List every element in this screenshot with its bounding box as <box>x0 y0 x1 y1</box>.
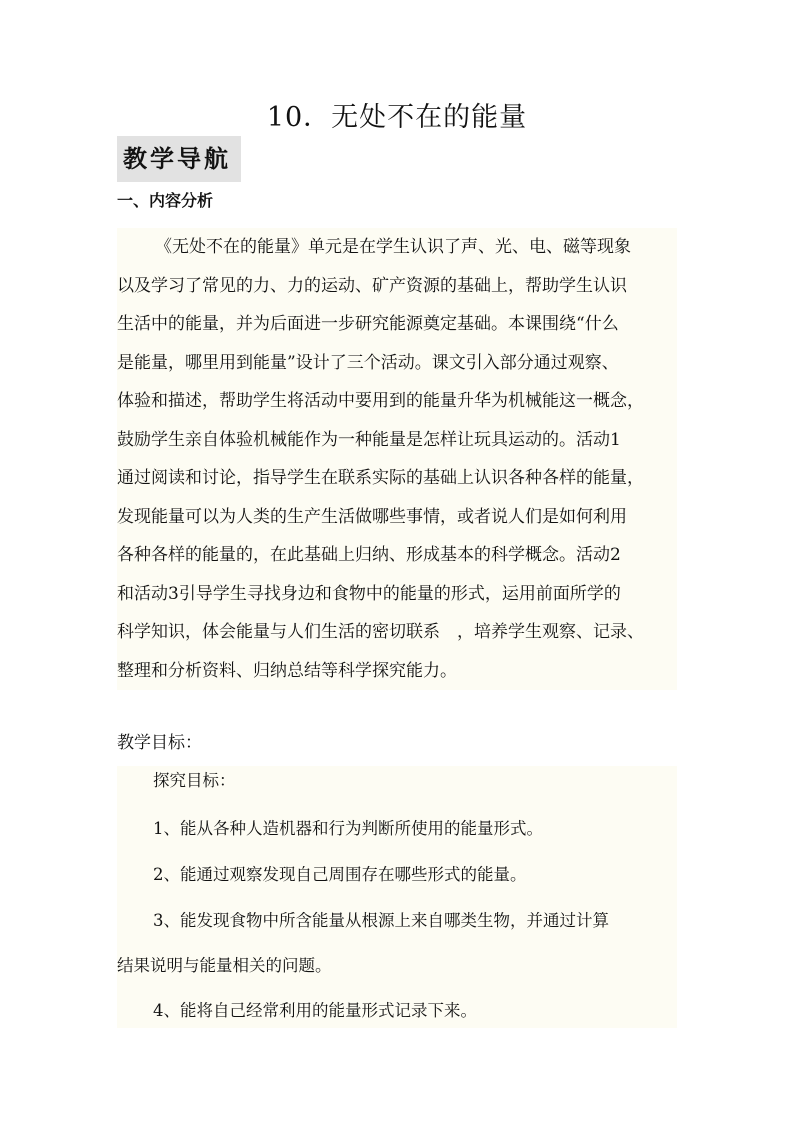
paragraph-line: 整理和分析资料、归纳总结等科学探究能力。 <box>117 660 457 681</box>
goal-item-continuation: 结果说明与能量相关的问题。 <box>117 956 332 975</box>
goal-item: 4、能将自己经常利用的能量形式记录下来。 <box>153 1001 477 1020</box>
paragraph-line: 《无处不在的能量》单元是在学生认识了声、光、电、磁等现象 <box>155 237 631 257</box>
goal-item: 1、能从各种人造机器和行为判断所使用的能量形式。 <box>153 819 543 838</box>
content-analysis-paragraph <box>117 228 677 690</box>
content-analysis-heading: 一、内容分析 <box>117 191 214 210</box>
paragraph-line: 是能量，哪里用到能量”设计了三个活动。课文引入部分通过观察、 <box>117 352 619 373</box>
paragraph-line: 体验和描述，帮助学生将活动中要用到的能量升华为机械能这一概念， <box>117 391 644 411</box>
goal-item: 3、能发现食物中所含能量从根源上来自哪类生物，并通过计算 <box>153 911 609 930</box>
paragraph-line: 生活中的能量，并为后面进一步研究能源奠定基础。本课围绕“什么 <box>117 314 619 334</box>
page-title: 10．无处不在的能量 <box>266 102 528 133</box>
paragraph-line: 科学知识，体会能量与人们生活的密切联系 ，培养学生观察、记录、 <box>117 622 644 642</box>
paragraph-line: 各种各样的能量的，在此基础上归纳、形成基本的科学概念。活动2 <box>117 545 621 565</box>
paragraph-line: 发现能量可以为人类的生产生活做哪些事情，或者说人们是如何利用 <box>117 506 627 527</box>
paragraph-line: 通过阅读和讨论，指导学生在联系实际的基础上认识各种各样的能量， <box>117 468 644 488</box>
section-banner: 教学导航 <box>117 136 241 182</box>
paragraph-line: 和活动3引导学生寻找身边和食物中的能量的形式，运用前面所学的 <box>117 583 621 604</box>
goals-box <box>117 766 677 1028</box>
goal-item: 2、能通过观察发现自己周围存在哪些形式的能量。 <box>153 865 527 884</box>
paragraph-line: 以及学习了常见的力、力的运动、矿产资源的基础上，帮助学生认识 <box>117 275 627 296</box>
teaching-goals-label: 教学目标： <box>117 733 202 753</box>
explore-goals-label: 探究目标： <box>153 771 236 790</box>
paragraph-line: 鼓励学生亲自体验机械能作为一种能量是怎样让玩具运动的。活动1 <box>117 429 621 450</box>
